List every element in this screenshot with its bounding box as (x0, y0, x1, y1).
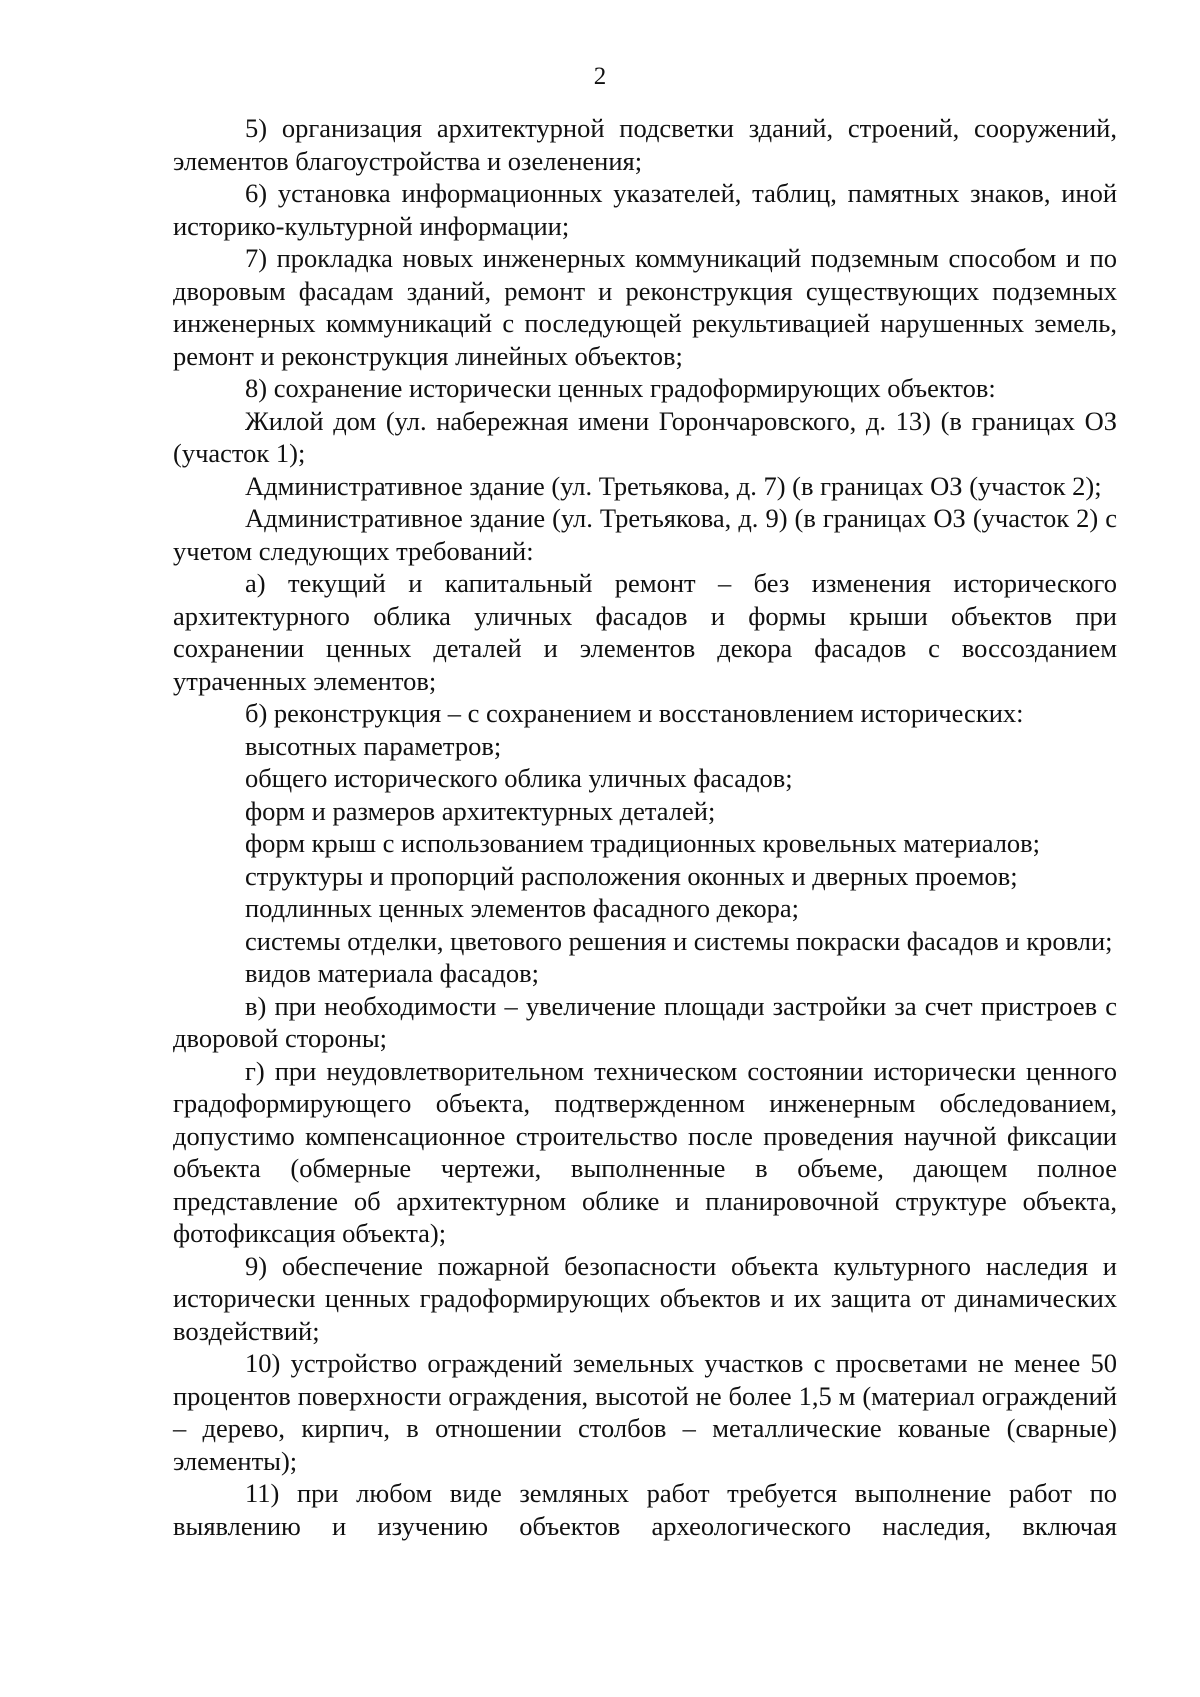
paragraph-item-8: 8) сохранение исторически ценных градоформирующих объектов: (245, 373, 996, 403)
document-body (173, 112, 1117, 1542)
paragraph-item-7: 7) прокладка новых инженерных коммуникаций подземным способом и по дворовым фасадам зданий, ремонт и реконструкция существующих подземных инженерных коммуникаций с последующей рекультивацией нарушенных земель, ремонт и реконструкция линейных объектов; (173, 243, 1117, 371)
paragraph-list-appearance: общего исторического облика уличных фасадов; (245, 763, 793, 793)
paragraph-list-roofs: форм крыш с использованием традиционных кровельных материалов; (245, 828, 1041, 858)
page-number: 2 (593, 63, 607, 90)
paragraph-building-1: Жилой дом (ул. набережная имени Горончаровского, д. 13) (в границах ОЗ (участок 1); (173, 405, 1117, 468)
paragraph-list-openings: структуры и пропорций расположения оконных и дверных проемов; (245, 860, 1018, 891)
paragraph-list-height: высотных параметров; (245, 730, 502, 761)
paragraph-subitem-g: г) при неудовлетворительном техническом состоянии исторически ценного градоформирующего объекта, подтвержденном инженерным обследованием, допустимо компенсационное строительство после проведения научной фиксации объекта (обмерные чертежи, выполненные в объеме, дающем полное представление об архитектурном облике и планировочной структуре объекта, фотофиксация объекта); (173, 1055, 1117, 1248)
paragraph-list-details: форм и размеров архитектурных деталей; (245, 795, 716, 826)
paragraph-subitem-a: а) текущий и капитальный ремонт – без изменения исторического архитектурного облика уличных фасадов и формы крыши объектов при сохранении ценных деталей и элементов декора фасадов с воссозданием утраченных элементов; (173, 568, 1117, 696)
paragraph-building-2: Административное здание (ул. Третьякова, д. 7) (в границах ОЗ (участок 2); (245, 470, 1102, 501)
paragraph-list-materials: видов материала фасадов; (245, 958, 539, 988)
paragraph-subitem-v: в) при необходимости – увеличение площади застройки за счет пристроев с дворовой стороны; (173, 990, 1117, 1053)
paragraph-item-9: 9) обеспечение пожарной безопасности объекта культурного наследия и исторически ценных градоформирующих объектов и их защита от динамических воздействий; (173, 1250, 1117, 1346)
paragraph-list-decor: подлинных ценных элементов фасадного декора; (245, 893, 799, 923)
paragraph-item-5: 5) организация архитектурной подсветки зданий, строений, сооружений, элементов благоустройства и озеленения; (173, 113, 1117, 176)
paragraph-item-6: 6) установка информационных указателей, таблиц, памятных знаков, иной историко-культурной информации; (173, 178, 1117, 241)
paragraph-list-finishing: системы отделки, цветового решения и системы покраски фасадов и кровли; (245, 925, 1113, 956)
paragraph-item-11: 11) при любом виде земляных работ требуется выполнение работ по выявлению и изучению объектов археологического наследия, включая (173, 1478, 1117, 1541)
paragraph-item-10: 10) устройство ограждений земельных участков с просветами не менее 50 процентов поверхности ограждения, высотой не более 1,5 м (материал ограждений – дерево, кирпич, в отношении столбов – металлические кованые (сварные) элементы); (173, 1348, 1117, 1476)
paragraph-subitem-b: б) реконструкция – с сохранением и восстановлением исторических: (245, 698, 1024, 728)
paragraph-building-3: Административное здание (ул. Третьякова, д. 9) (в границах ОЗ (участок 2) с учетом следующих требований: (173, 503, 1117, 566)
